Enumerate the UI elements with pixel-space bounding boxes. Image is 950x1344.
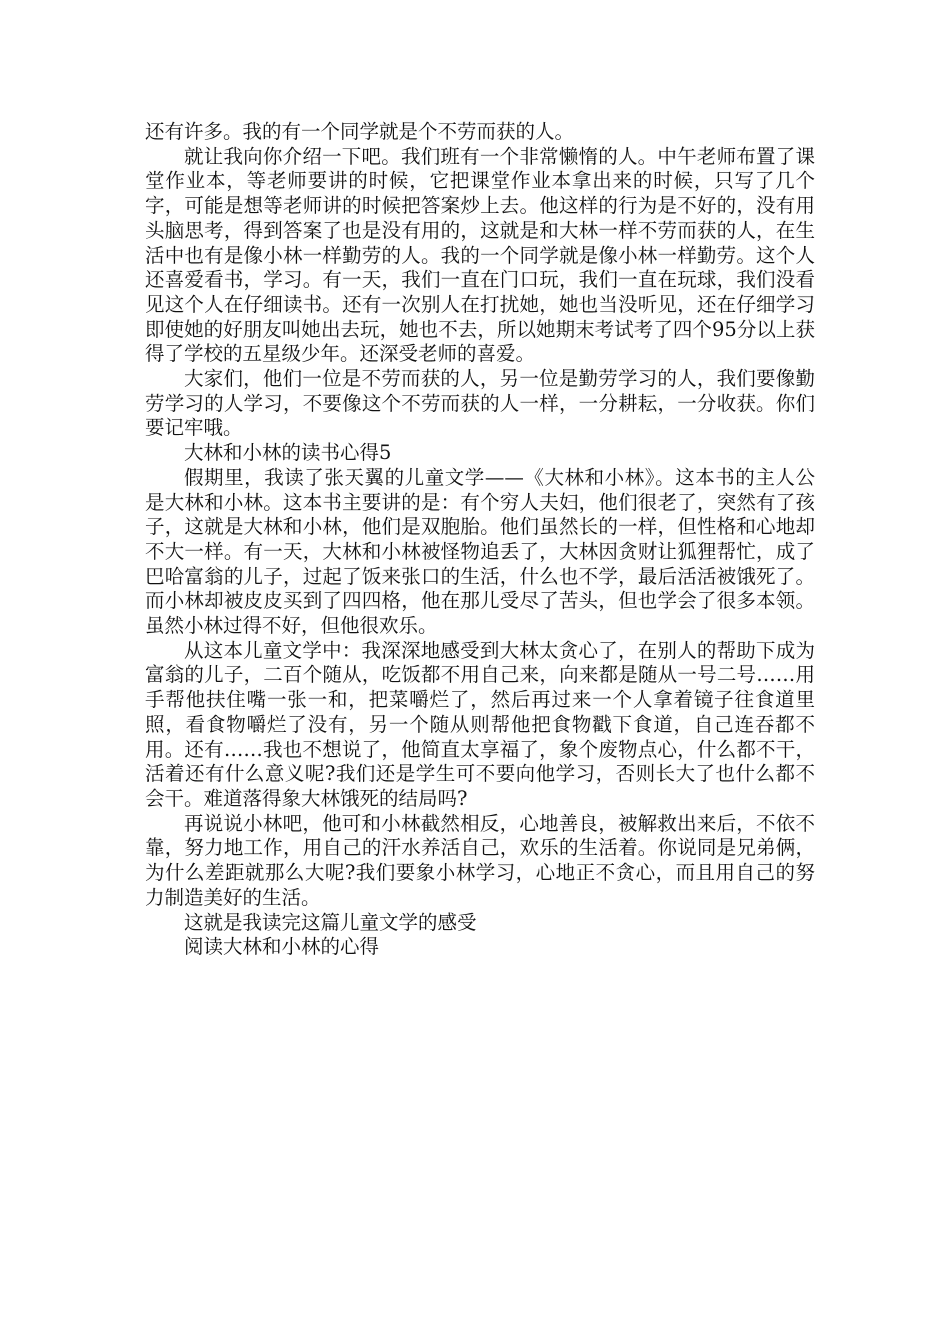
paragraph-continuation: 还有许多。我的有一个同学就是个不劳而获的人。 <box>145 120 575 143</box>
paragraph-xiaolin-reflection: 再说说小林吧，他可和小林截然相反，心地善良，被解救出来后，不依不靠，努力地工作，用自己的汗水养活自己，欢乐的生活着。你说同是兄弟俩，为什么差距就那么大呢?我们要象小林学习，心地正不贪心，而且用自己的努力制造美好的生活。 <box>145 811 815 909</box>
paragraph-conclusion: 大家们，他们一位是不劳而获的人，另一位是勤劳学习的人，我们要像勤劳学习的人学习，不要像这个不劳而获的人一样，一分耕耘，一分收获。你们要记牢哦。 <box>145 367 815 440</box>
paragraph-dalin-reflection: 从这本儿童文学中：我深深地感受到大林太贪心了，在别人的帮助下成为富翁的儿子，二百个随从，吃饭都不用自己来，向来都是随从一号二号……用手帮他扶住嘴一张一和，把菜嚼烂了，然后再过来一个人拿着镜子往食道里照，看食物嚼烂了没有，另一个随从则帮他把食物戳下食道，自己连吞都不用。还有……我也不想说了，他简直太享福了，象个废物点心，什么都不干，活着还有什么意义呢?我们还是学生可不要向他学习，否则长大了也什么都不会干。难道落得象大林饿死的结局吗? <box>145 638 815 810</box>
document-body <box>145 120 815 960</box>
next-section-heading: 阅读大林和小林的心得 <box>184 935 380 959</box>
paragraph-summary: 假期里，我读了张天翼的儿童文学——《大林和小林》。这本书的主人公是大林和小林。这本书主要讲的是：有个穷人夫妇，他们很老了，突然有了孩子，这就是大林和小林，他们是双胞胎。他们虽然长的一样，但性格和心地却不大一样。有一天，大林和小林被怪物追丢了，大林因贪财让狐狸帮忙，成了巴哈富翁的儿子，过起了饭来张口的生活，什么也不学，最后活活被饿死了。而小林却被皮皮买到了四四格，他在那儿受尽了苦头，但也学会了很多本领。虽然小林过得不好，但他很欢乐。 <box>145 465 815 638</box>
paragraph-lazy-classmate: 就让我向你介绍一下吧。我们班有一个非常懒惰的人。中午老师布置了课堂作业本，等老师要讲的时候，它把课堂作业本拿出来的时候，只写了几个字，可能是想等老师讲的时候把答案炒上去。他这样的行为是不好的，没有用头脑思考，得到答案了也是没有用的，这就是和大林一样不劳而获的人，在生活中也有是像小林一样勤劳的人。我的一个同学就是像小林一样勤劳。这个人还喜爱看书，学习。有一天，我们一直在门口玩，我们一直在玩球，我们没看见这个人在仔细读书。还有一次别人在打扰她，她也当没听见，还在仔细学习即使她的好朋友叫她出去玩，她也不去，所以她期末考试考了四个95分以上获得了学校的五星级少年。还深受老师的喜爱。 <box>145 144 815 366</box>
section-heading: 大林和小林的读书心得5 <box>184 441 392 465</box>
paragraph-closing: 这就是我读完这篇儿童文学的感受 <box>184 910 477 934</box>
